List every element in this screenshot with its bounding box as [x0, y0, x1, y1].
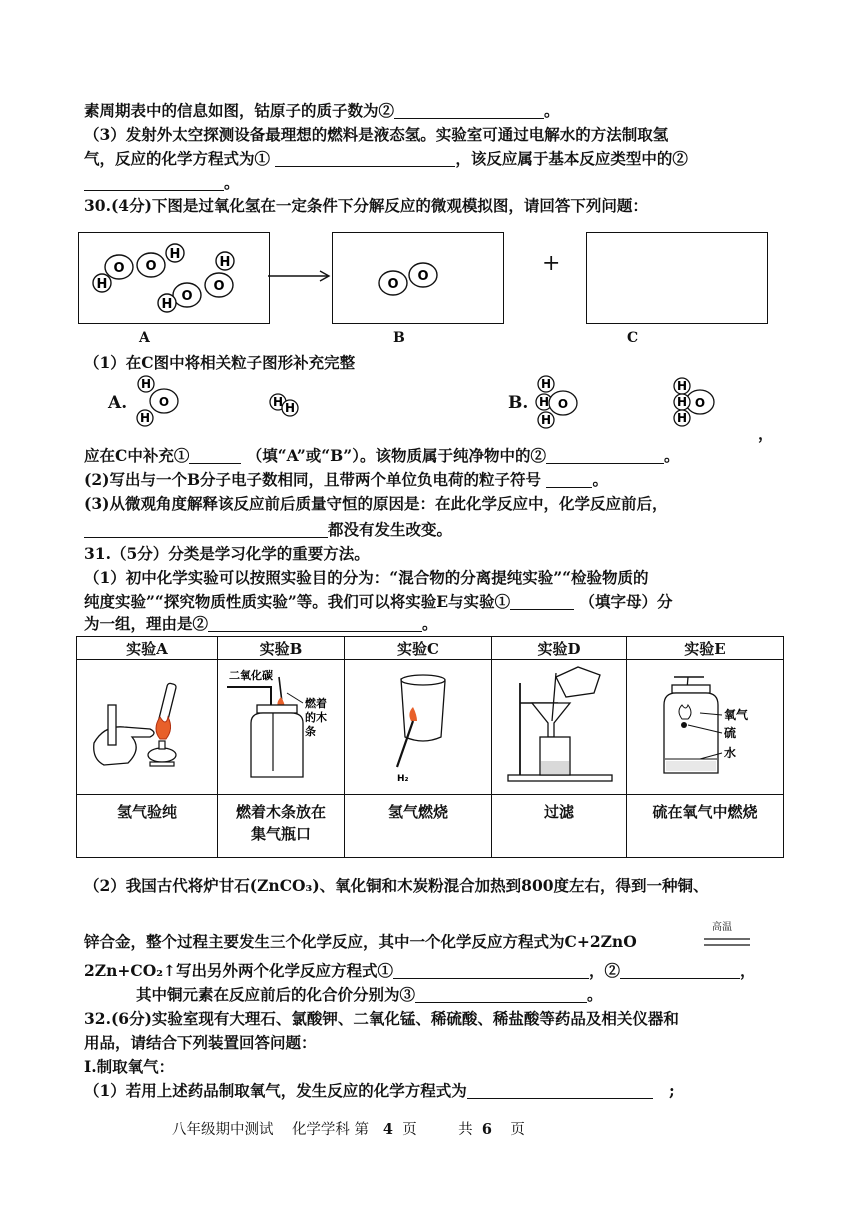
header-d: 实验D — [492, 637, 627, 660]
svg-text:O: O — [145, 259, 157, 274]
header-e: 实验E — [627, 637, 784, 660]
molecules-a — [79, 233, 269, 323]
answer-blank[interactable] — [546, 447, 664, 464]
svg-text:H: H — [140, 377, 152, 391]
svg-text:H: H — [169, 247, 181, 262]
reaction-condition: 高温 — [712, 922, 732, 933]
image-c — [345, 660, 492, 795]
svg-text:H: H — [219, 255, 231, 270]
trailing-comma: ， — [758, 424, 774, 443]
svg-text:H: H — [139, 411, 151, 425]
svg-text:H: H — [540, 377, 552, 391]
equals-sign — [704, 936, 752, 948]
svg-text:H: H — [676, 395, 688, 409]
svg-text:H: H — [272, 395, 284, 409]
option-a-label: A. — [108, 393, 128, 413]
answer-blank[interactable] — [208, 615, 422, 632]
line-1: 素周期表中的信息如图，钴原子的质子数为② 。 — [84, 101, 560, 120]
image-a — [77, 660, 218, 795]
svg-text:氧气: 氧气 — [724, 707, 749, 722]
answer-blank[interactable] — [415, 986, 587, 1003]
svg-text:H₂: H₂ — [397, 773, 409, 784]
image-b — [218, 660, 345, 795]
svg-text:O: O — [113, 261, 125, 276]
question-30-2: (2)写出与一个B分子电子数相同，且带两个单位负电荷的粒子符号 。 — [84, 470, 608, 489]
answer-blank[interactable] — [467, 1082, 653, 1099]
header-a: 实验A — [77, 637, 218, 660]
answer-blank[interactable] — [510, 593, 574, 610]
name-a: 氢气验纯 — [77, 795, 218, 858]
answer-blank[interactable] — [394, 102, 544, 119]
question-31-2a: （2）我国古代将炉甘石(ZnCO₃)、氧化铜和木炭粉混合加热到800度左右，得到一种铜、 — [84, 876, 709, 895]
question-31-2b: 锌合金，整个过程主要发生三个化学反应，其中一个化学反应方程式为C+2ZnO — [84, 932, 637, 951]
question-32: 32.(6分)实验室现有大理石、氯酸钾、二氧化锰、稀硫酸、稀盐酸等药品及相关仪器和 — [84, 1009, 679, 1028]
question-30-3: (3)从微观角度解释该反应前后质量守恒的原因是：在此化学反应中，化学反应前后， — [84, 494, 668, 513]
answer-blank[interactable] — [275, 150, 455, 167]
svg-text:的木: 的木 — [305, 710, 327, 724]
question-31-1c: 为一组，理由是② 。 — [84, 614, 438, 633]
label-a: A — [139, 330, 150, 346]
option-a-particles — [128, 374, 328, 430]
filtration-illustration — [496, 663, 622, 788]
svg-text:硫: 硫 — [724, 725, 737, 740]
answer-blank[interactable] — [84, 521, 328, 538]
line-4: 。 — [84, 173, 240, 193]
svg-text:H: H — [96, 277, 108, 292]
question-30-3b: 都没有发生改变。 — [84, 520, 452, 540]
name-b: 燃着木条放在集气瓶口 — [218, 795, 345, 858]
hydrogen-purity-test-illustration — [82, 665, 212, 785]
question-30: 30.(4分)下图是过氧化氢在一定条件下分解反应的微观模拟图，请回答下列问题： — [84, 196, 648, 215]
hydrogen-burning-illustration — [353, 663, 483, 788]
label-b: B — [393, 330, 405, 346]
box-a — [78, 232, 270, 324]
line-2: （3）发射外太空探测设备最理想的燃料是液态氢。实验室可通过电解水的方法制取氢 — [84, 125, 669, 144]
svg-text:O: O — [417, 269, 429, 284]
svg-text:H: H — [676, 379, 688, 393]
svg-text:水: 水 — [724, 745, 737, 760]
question-30-1: （1）在C图中将相关粒子图形补充完整 — [84, 353, 356, 372]
name-d: 过滤 — [492, 795, 627, 858]
answer-blank[interactable] — [546, 471, 592, 488]
box-c[interactable] — [586, 232, 768, 324]
question-31-2d: 其中铜元素在反应前后的化合价分别为③ 。 — [136, 985, 603, 1004]
plus-sign: + — [542, 251, 561, 276]
question-31: 31.（5分）分类是学习化学的重要方法。 — [84, 544, 370, 563]
answer-blank[interactable] — [620, 962, 740, 979]
svg-text:二氧化碳: 二氧化碳 — [229, 668, 273, 682]
box-b — [332, 232, 504, 324]
label-c: C — [627, 330, 639, 346]
co2-bottle-illustration — [221, 663, 341, 788]
svg-text:H: H — [538, 395, 550, 409]
header-c: 实验C — [345, 637, 492, 660]
image-e — [627, 660, 784, 795]
option-b-label: B. — [508, 393, 529, 413]
question-31-2c: 2Zn+CO₂↑写出另外两个化学反应方程式① ，② ， — [84, 961, 756, 980]
svg-text:条: 条 — [305, 724, 316, 738]
molecule-b — [333, 233, 503, 323]
question-31-1a: （1）初中化学实验可以按照实验目的分为：“混合物的分离提纯实验”“检验物质的 — [84, 568, 649, 587]
svg-text:O: O — [181, 289, 193, 304]
sulfur-burning-illustration — [630, 663, 780, 788]
page-footer: 八年级期中测试 化学学科 第 4 页 共 6 页 — [172, 1121, 525, 1138]
svg-text:O: O — [557, 397, 569, 411]
svg-text:O: O — [213, 279, 225, 294]
svg-text:H: H — [161, 297, 173, 312]
name-e: 硫在氧气中燃烧 — [627, 795, 784, 858]
header-b: 实验B — [218, 637, 345, 660]
name-c: 氢气燃烧 — [345, 795, 492, 858]
svg-text:燃着: 燃着 — [305, 696, 327, 710]
answer-blank[interactable] — [189, 447, 241, 464]
question-32-I: I.制取氧气： — [84, 1057, 175, 1076]
svg-text:H: H — [540, 413, 552, 427]
svg-text:O: O — [158, 395, 170, 409]
image-d — [492, 660, 627, 795]
svg-text:O: O — [387, 277, 399, 292]
question-32b: 用品，请结合下列装置回答问题： — [84, 1033, 317, 1052]
answer-blank[interactable] — [393, 962, 589, 979]
svg-text:O: O — [694, 396, 706, 410]
line-3: 气，反应的化学方程式为① ，该反应属于基本反应类型中的② — [84, 149, 688, 168]
svg-text:H: H — [676, 411, 688, 425]
option-b-particles — [530, 372, 730, 432]
question-30-fill: 应在C中补充① （填“A”或“B”）。该物质属于纯净物中的② 。 — [84, 446, 680, 465]
experiments-table — [76, 636, 784, 858]
question-32-1: （1）若用上述药品制取氧气，发生反应的化学方程式为 ; — [84, 1081, 675, 1100]
question-31-1b: 纯度实验”“探究物质性质实验”等。我们可以将实验E与实验① （填字母）分 — [84, 592, 673, 611]
svg-text:H: H — [284, 401, 296, 415]
answer-blank[interactable] — [84, 174, 224, 191]
reaction-arrow — [268, 268, 332, 284]
